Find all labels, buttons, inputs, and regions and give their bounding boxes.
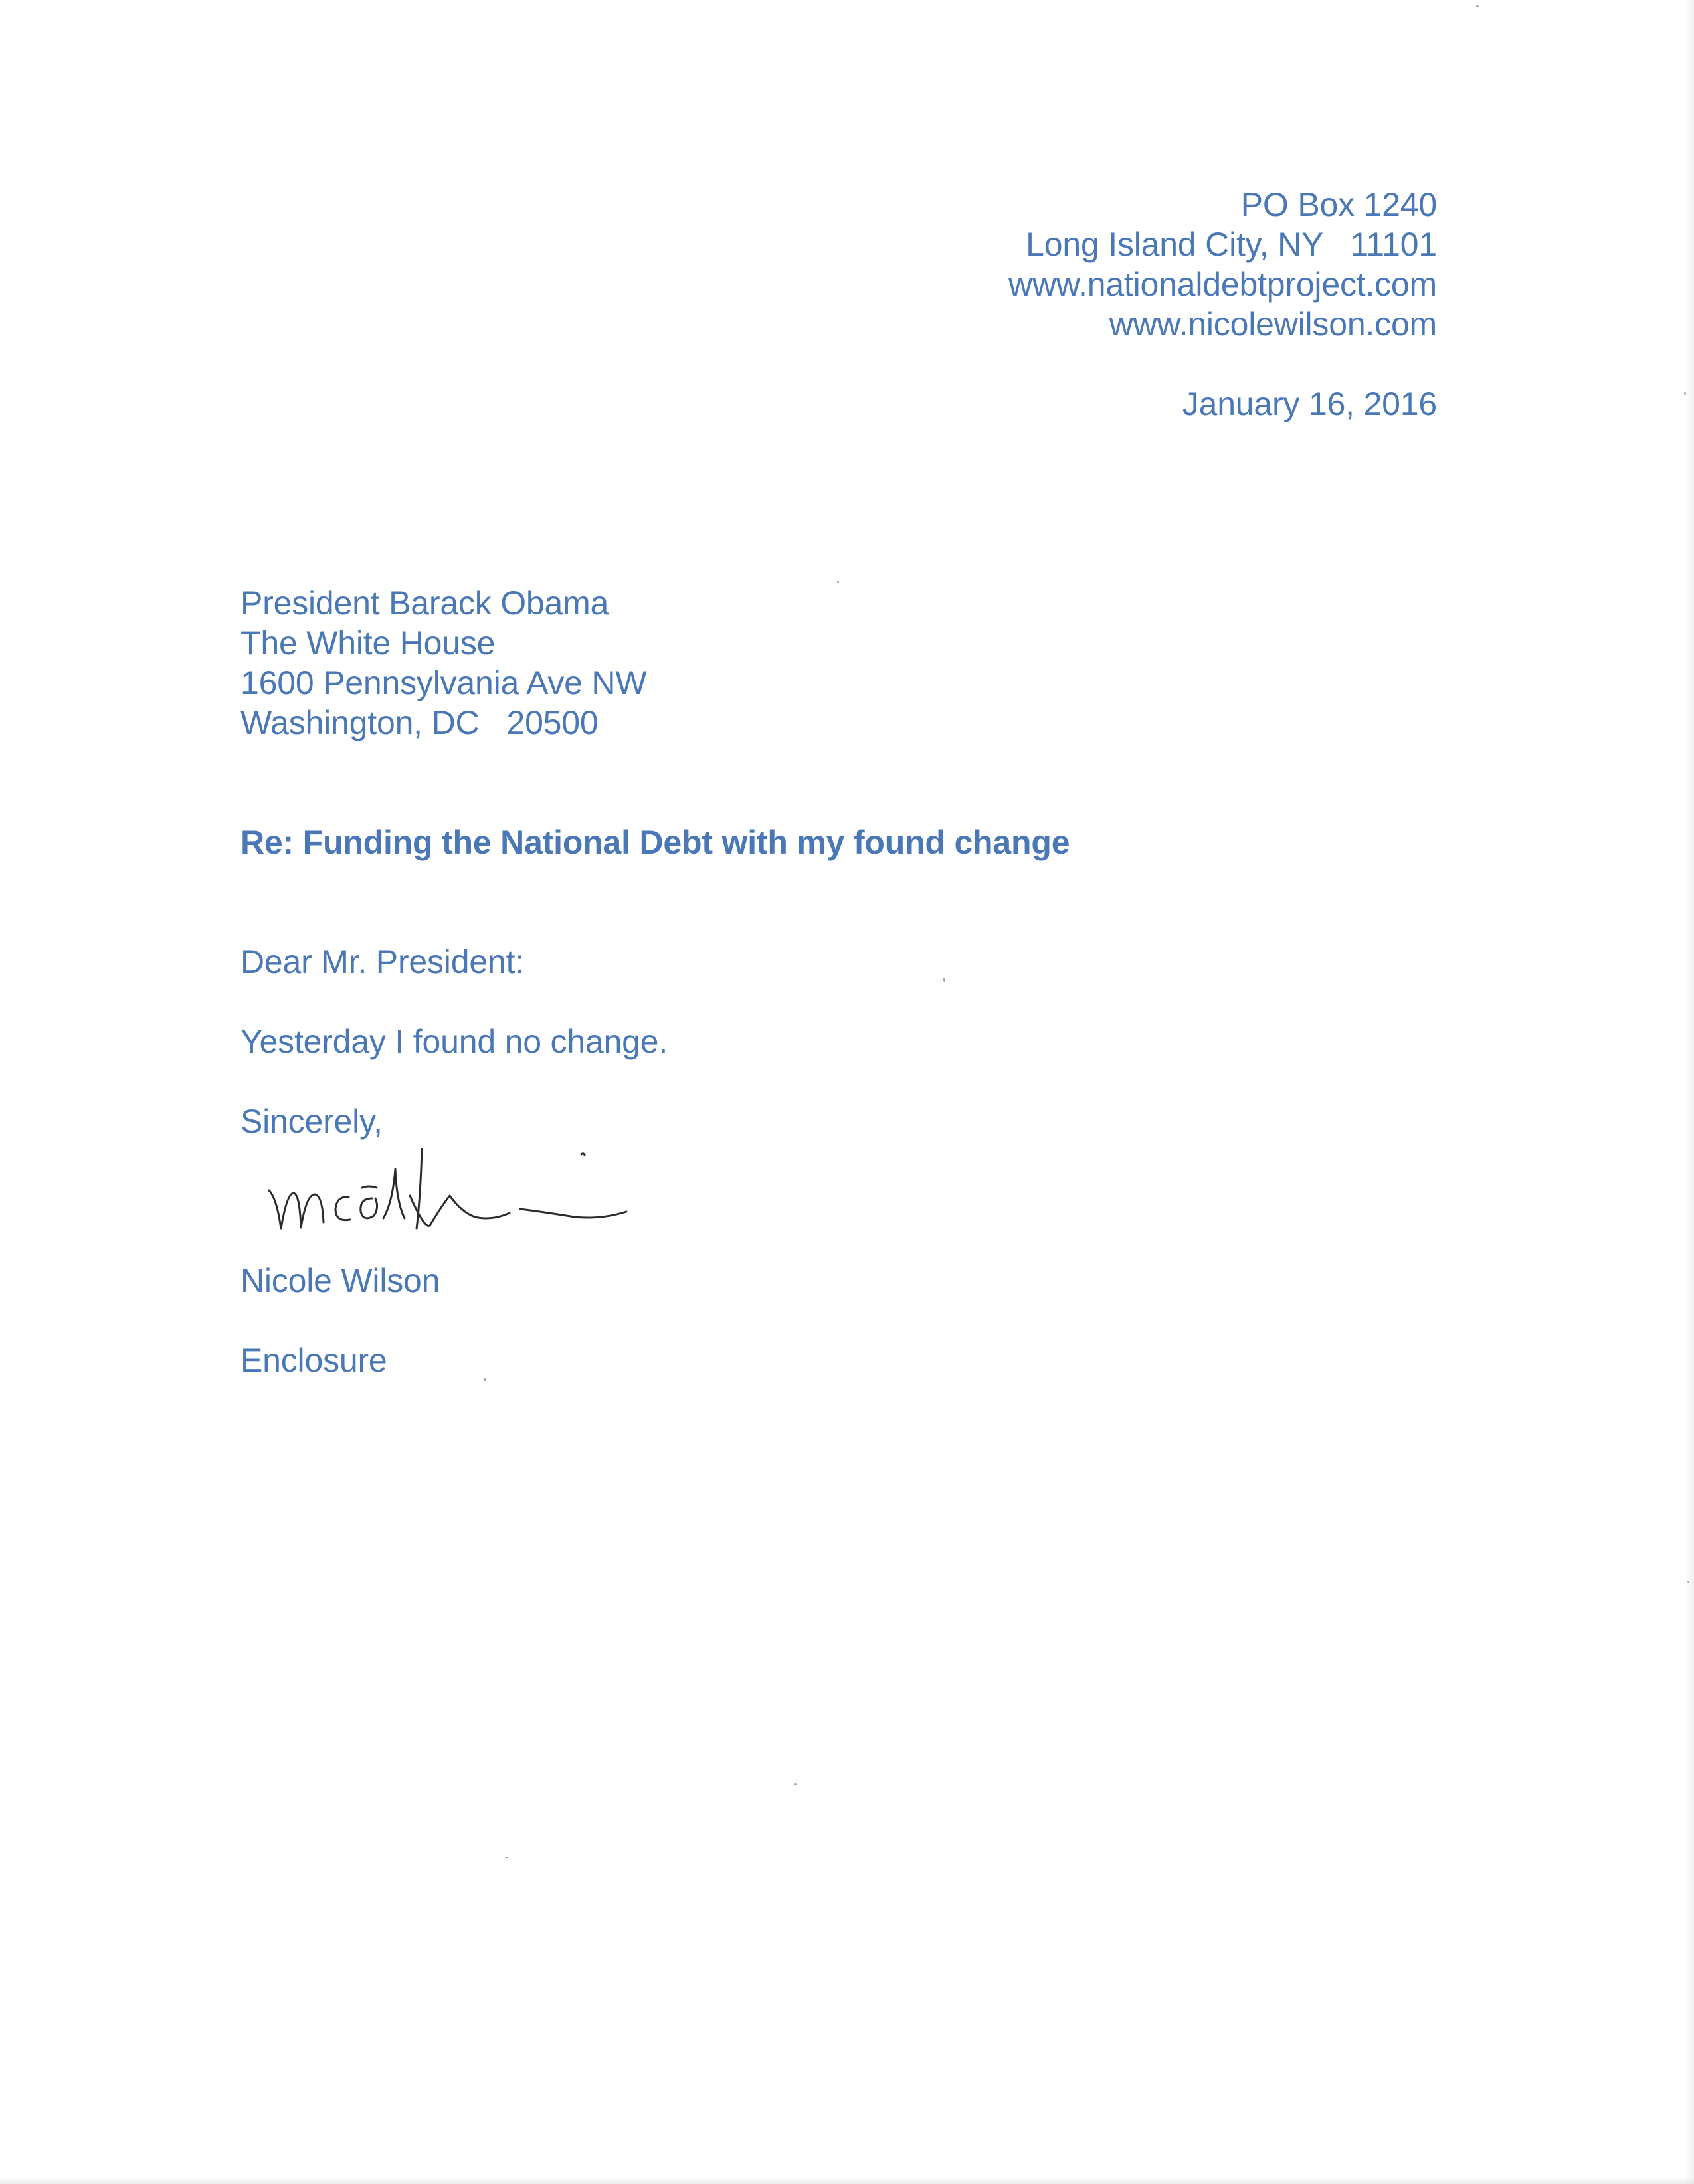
- scan-speck: [794, 1783, 797, 1785]
- sender-website-2: www.nicolewilson.com: [1109, 306, 1437, 343]
- scan-speck: [1687, 1581, 1689, 1583]
- signer-name: Nicole Wilson: [240, 1262, 440, 1299]
- letter-date: January 16, 2016: [1182, 385, 1437, 422]
- recipient-org: The White House: [240, 624, 496, 662]
- scan-speck: [484, 1378, 486, 1381]
- enclosure-note: Enclosure: [240, 1342, 387, 1379]
- salutation: Dear Mr. President:: [240, 943, 524, 980]
- scan-speck: [943, 978, 945, 982]
- sender-website-1: www.nationaldebtproject.com: [1008, 266, 1437, 303]
- scan-speck: [837, 581, 839, 583]
- handwritten-signature: [262, 1129, 661, 1245]
- subject-line: Re: Funding the National Debt with my found change: [240, 824, 1070, 861]
- recipient-name: President Barack Obama: [240, 585, 609, 622]
- body-text: Yesterday I found no change.: [240, 1023, 668, 1060]
- sender-address-line2: Long Island City, NY 11101: [1026, 226, 1437, 263]
- scan-speck: [505, 1857, 508, 1858]
- sender-address-line1: PO Box 1240: [1240, 186, 1437, 223]
- scan-speck: [1476, 5, 1479, 7]
- page-edge-shadow: [1685, 0, 1694, 2184]
- scan-speck: [1684, 392, 1686, 395]
- recipient-city: Washington, DC 20500: [240, 704, 599, 741]
- closing: Sincerely,: [240, 1103, 383, 1140]
- recipient-street: 1600 Pennsylvania Ave NW: [240, 664, 647, 701]
- page-bottom-shadow: [0, 2177, 1694, 2184]
